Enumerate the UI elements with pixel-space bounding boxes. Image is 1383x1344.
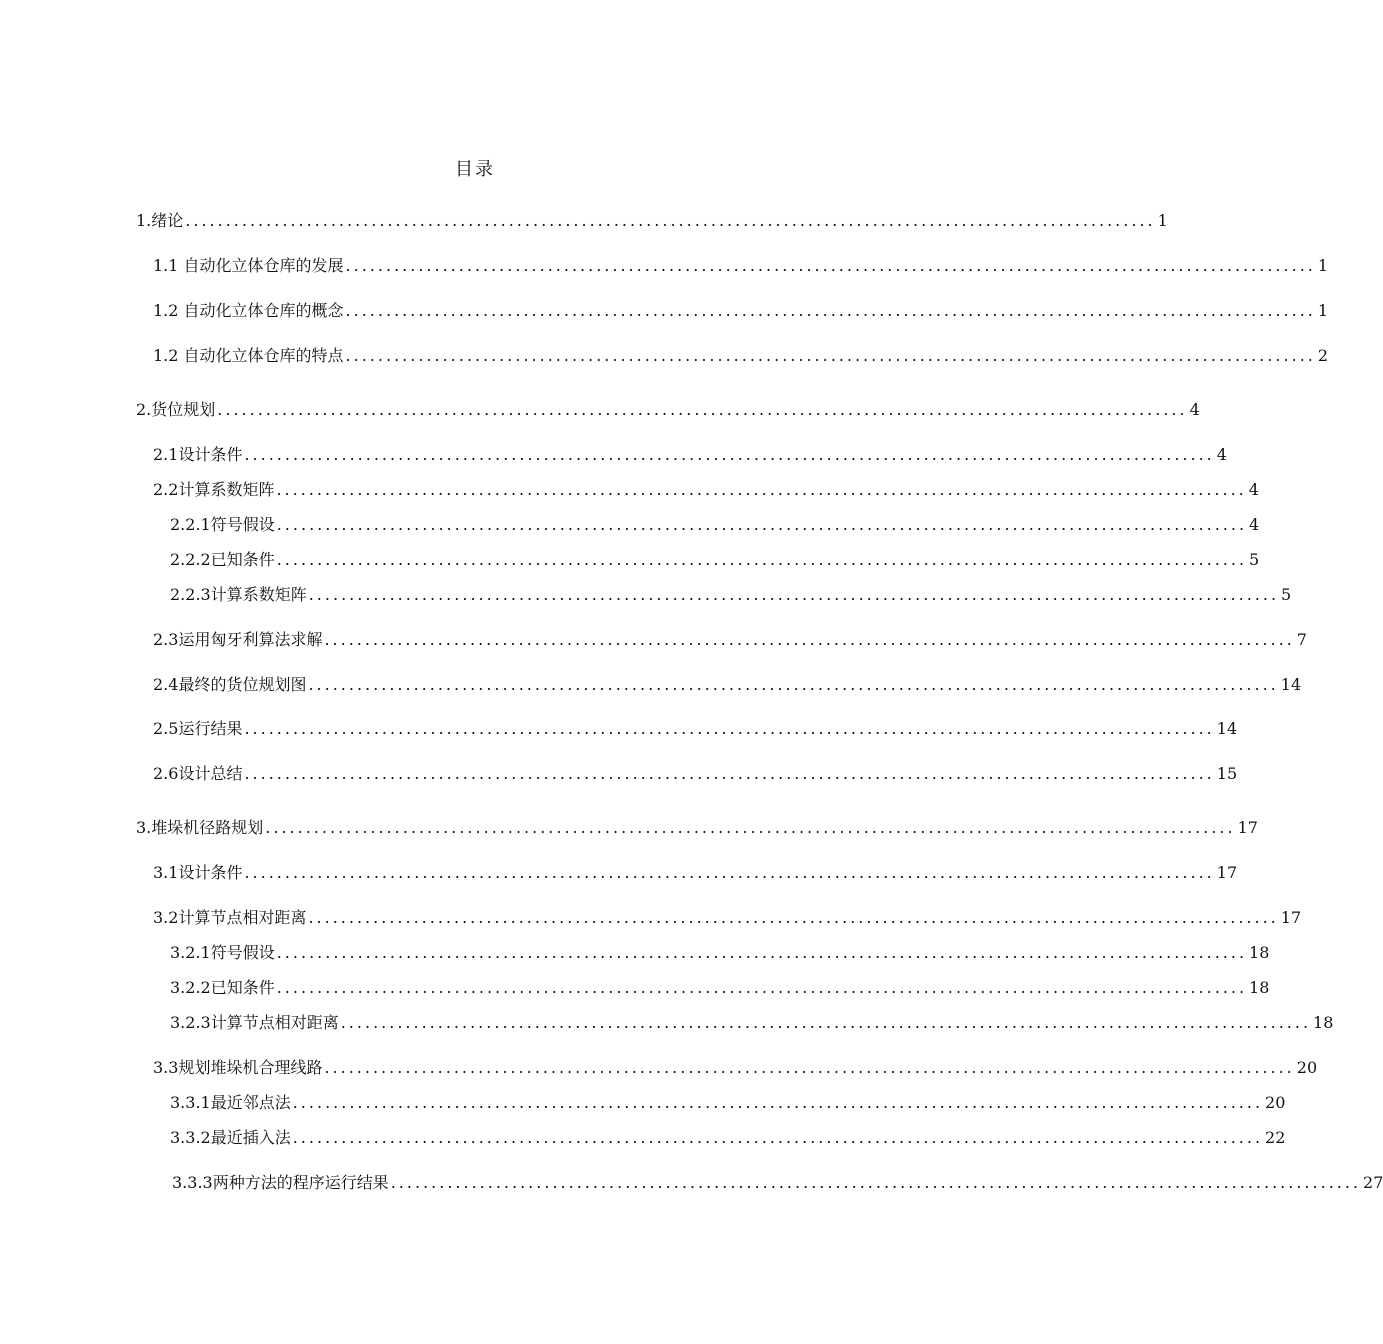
toc-entry[interactable] (153, 674, 1302, 696)
toc-entry-label: 3.2.3计算节点相对距离 (170, 1013, 339, 1032)
toc-entry[interactable] (172, 1172, 1383, 1194)
toc-leader: ........................................................................................................................ (345, 346, 1316, 365)
toc-entry-page: 5 (1249, 550, 1260, 569)
toc-entry-label: 3.3.3两种方法的程序运行结果 (172, 1173, 389, 1192)
toc-entry-page: 7 (1296, 630, 1307, 649)
toc-entry-page: 1 (1317, 256, 1329, 275)
toc-leader: ........................................................................................................................ (185, 211, 1156, 230)
toc-entry-page: 5 (1281, 585, 1292, 604)
toc-leader: ........................................................................................................................ (276, 480, 1247, 499)
toc-leader: ........................................................................................................................ (217, 400, 1188, 419)
toc-entry-label: 2.3运用匈牙利算法求解 (153, 630, 323, 649)
toc-entry-label: 3.2计算节点相对距离 (153, 908, 307, 927)
toc-leader: ........................................................................................................................ (308, 585, 1280, 604)
toc-entry-page: 18 (1249, 943, 1270, 962)
toc-entry-page: 22 (1265, 1128, 1286, 1147)
toc-entry[interactable] (153, 300, 1329, 322)
toc-leader: ........................................................................................................................ (340, 1013, 1312, 1032)
toc-entry-page: 4 (1248, 480, 1259, 499)
toc-entry-label: 1.2 自动化立体仓库的概念 (153, 301, 344, 320)
toc-entry[interactable] (170, 1012, 1334, 1034)
toc-entry-label: 2.2.3计算系数矩阵 (170, 585, 307, 604)
toc-entry-label: 2.6设计总结 (153, 764, 243, 783)
toc-entry[interactable] (153, 763, 1238, 785)
toc-leader: ........................................................................................................................ (292, 1128, 1264, 1147)
toc-entry[interactable] (153, 629, 1307, 651)
toc-entry[interactable] (153, 1057, 1318, 1079)
toc-entry[interactable] (153, 255, 1329, 277)
toc-entry[interactable] (153, 718, 1238, 740)
toc-entry-page: 14 (1280, 675, 1302, 694)
toc-entry-label: 1.2 自动化立体仓库的特点 (153, 346, 344, 365)
toc-entry[interactable] (170, 942, 1270, 964)
toc-entry-page: 4 (1189, 400, 1200, 419)
toc-entry-label: 3.3规划堆垛机合理线路 (153, 1058, 323, 1077)
toc-entry-label: 3.3.1最近邻点法 (170, 1093, 291, 1112)
toc-entry-page: 15 (1216, 764, 1238, 783)
toc-entry[interactable] (170, 1092, 1286, 1114)
toc-entry-label: 2.2.2已知条件 (170, 550, 275, 569)
toc-leader: ........................................................................................................................ (244, 719, 1215, 738)
toc-leader: ........................................................................................................................ (308, 675, 1279, 694)
toc-entry[interactable] (136, 210, 1168, 232)
toc-entry-page: 1 (1157, 211, 1168, 230)
toc-leader: ........................................................................................................................ (276, 515, 1248, 534)
toc-leader: ........................................................................................................................ (324, 1058, 1295, 1077)
toc-leader: ........................................................................................................................ (324, 630, 1295, 649)
toc-leader: ........................................................................................................................ (244, 863, 1215, 882)
toc-entry-label: 2.2.1符号假设 (170, 515, 275, 534)
toc-entry-page: 17 (1216, 863, 1238, 882)
toc-entry-label: 3.堆垛机径路规划 (136, 818, 264, 837)
toc-leader: ........................................................................................................................ (276, 943, 1248, 962)
toc-entry-page: 2 (1317, 346, 1329, 365)
toc-entry-label: 1.1 自动化立体仓库的发展 (153, 256, 344, 275)
toc-entry[interactable] (170, 514, 1260, 536)
toc-entry-label: 3.2.1符号假设 (170, 943, 275, 962)
toc-leader: ........................................................................................................................ (276, 978, 1248, 997)
toc-entry-label: 2.4最终的货位规划图 (153, 675, 307, 694)
toc-entry[interactable] (170, 584, 1292, 606)
toc-entry-page: 17 (1237, 818, 1258, 837)
toc-entry-label: 2.5运行结果 (153, 719, 243, 738)
toc-entry[interactable] (153, 444, 1227, 466)
toc-entry[interactable] (153, 862, 1238, 884)
toc-entry-label: 3.3.2最近插入法 (170, 1128, 291, 1147)
toc-leader: ........................................................................................................................ (292, 1093, 1264, 1112)
toc-entry-page: 20 (1265, 1093, 1286, 1112)
toc-entry-page: 20 (1296, 1058, 1318, 1077)
toc-leader: ........................................................................................................................ (276, 550, 1248, 569)
toc-entry-label: 3.2.2已知条件 (170, 978, 275, 997)
toc-entry-page: 27 (1363, 1173, 1383, 1192)
toc-entry-label: 1.绪论 (136, 211, 184, 230)
toc-entry-label: 2.1设计条件 (153, 445, 243, 464)
toc-entry-page: 17 (1280, 908, 1302, 927)
toc-leader: ........................................................................................................................ (345, 301, 1316, 320)
toc-entry[interactable] (170, 1127, 1286, 1149)
toc-entry-page: 14 (1216, 719, 1238, 738)
toc-entry-label: 2.货位规划 (136, 400, 216, 419)
toc-leader: ........................................................................................................................ (390, 1173, 1362, 1192)
toc-entry[interactable] (136, 399, 1200, 421)
toc-entry[interactable] (153, 345, 1329, 367)
toc-leader: ........................................................................................................................ (244, 764, 1215, 783)
toc-entry[interactable] (170, 977, 1270, 999)
toc-entry-page: 18 (1313, 1013, 1334, 1032)
toc-entry-page: 4 (1216, 445, 1227, 464)
toc-entry-page: 4 (1249, 515, 1260, 534)
toc-entry-page: 18 (1249, 978, 1270, 997)
toc-entry-page: 1 (1317, 301, 1329, 320)
toc-entry[interactable] (153, 907, 1302, 929)
toc-entry[interactable] (136, 817, 1258, 839)
toc-leader: ........................................................................................................................ (308, 908, 1279, 927)
toc-entry-label: 3.1设计条件 (153, 863, 243, 882)
toc-entry[interactable] (170, 549, 1260, 571)
toc-entry-label: 2.2计算系数矩阵 (153, 480, 275, 499)
page-title: 目录 (455, 159, 495, 180)
toc-leader: ........................................................................................................................ (244, 445, 1215, 464)
toc-leader: ........................................................................................................................ (345, 256, 1316, 275)
toc-entry[interactable] (153, 479, 1259, 501)
toc-leader: ........................................................................................................................ (265, 818, 1236, 837)
